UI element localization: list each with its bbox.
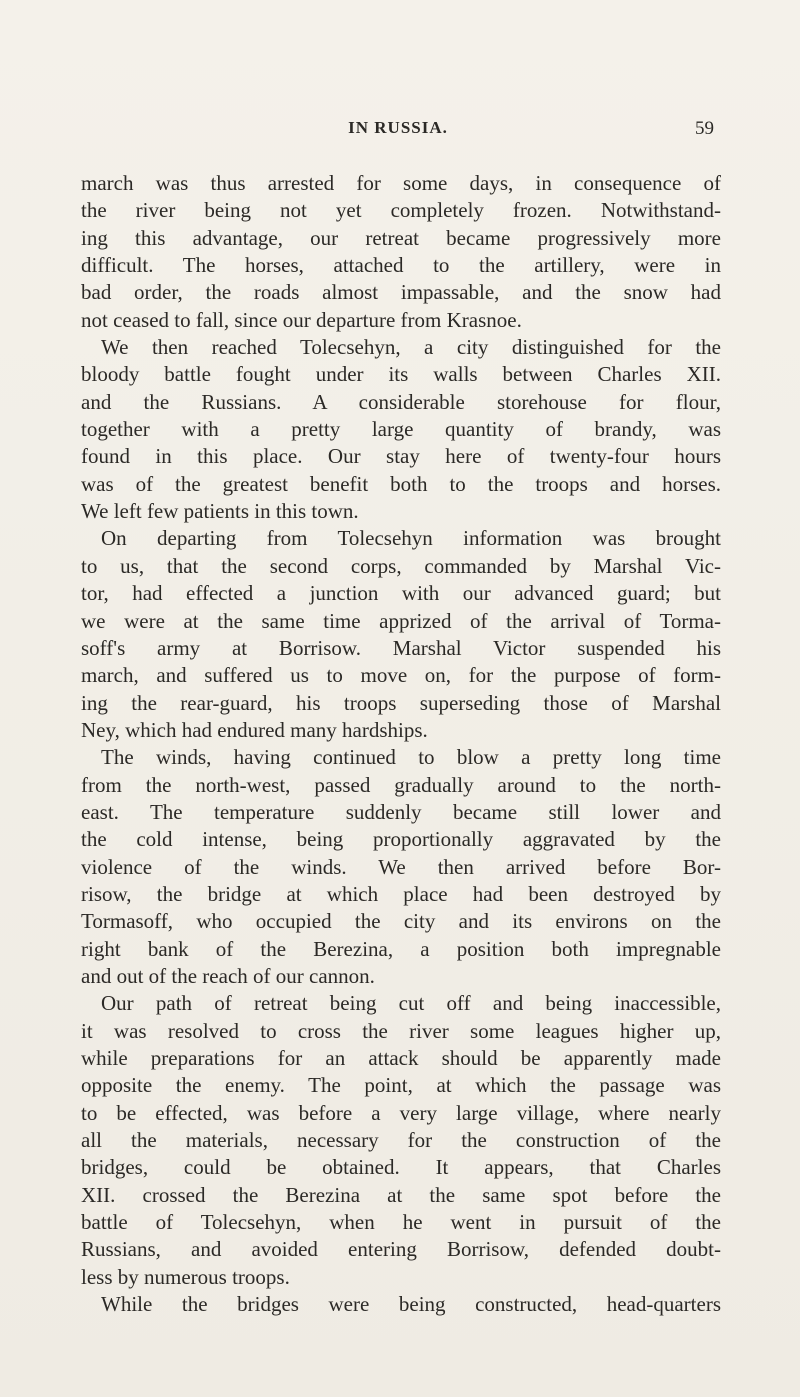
text-line: battle of Tolecsehyn, when he went in pursuit of the [81, 1210, 721, 1235]
body-text [81, 170, 721, 1318]
text-line: not ceased to fall, since our departure from Krasnoe. [81, 307, 522, 332]
text-line: Our path of retreat being cut off and being inaccessible, [101, 991, 721, 1016]
text-line: together with a pretty large quantity of brandy, was [81, 417, 721, 442]
text-line: Russians, and avoided entering Borrisow, defended doubt- [81, 1237, 721, 1262]
text-line: risow, the bridge at which place had been destroyed by [81, 881, 721, 906]
text-line: difficult. The horses, attached to the artillery, were in [81, 253, 721, 278]
text-line: We then reached Tolecsehyn, a city distinguished for the [101, 335, 721, 360]
page-header [82, 118, 714, 148]
page-number: 59 [695, 118, 714, 139]
text-line: While the bridges were being constructed, head-quarters [101, 1292, 721, 1317]
text-line: Tormasoff, who occupied the city and its environs on the [81, 909, 721, 934]
text-line: violence of the winds. We then arrived before Bor- [81, 854, 721, 879]
text-line: less by numerous troops. [81, 1264, 290, 1289]
text-line: all the materials, necessary for the construction of the [81, 1128, 721, 1153]
text-line: The winds, having continued to blow a pretty long time [101, 745, 721, 770]
text-line: the river being not yet completely frozen. Notwithstand- [81, 198, 721, 223]
text-line: the cold intense, being proportionally aggravated by the [81, 827, 721, 852]
text-line: XII. crossed the Berezina at the same spot before the [81, 1182, 721, 1207]
text-line: ing the rear-guard, his troops superseding those of Marshal [81, 690, 721, 715]
text-line: to us, that the second corps, commanded by Marshal Vic- [81, 553, 721, 578]
text-line: bad order, the roads almost impassable, and the snow had [81, 280, 721, 305]
text-line: bloody battle fought under its walls between Charles XII. [81, 362, 721, 387]
text-line: soff's army at Borrisow. Marshal Victor suspended his [81, 635, 721, 660]
text-line: and the Russians. A considerable storehouse for flour, [81, 389, 721, 414]
text-line: found in this place. Our stay here of twenty-four hours [81, 444, 721, 469]
text-line: and out of the reach of our cannon. [81, 963, 375, 988]
text-line: was of the greatest benefit both to the troops and horses. [81, 471, 721, 496]
text-line: opposite the enemy. The point, at which the passage was [81, 1073, 721, 1098]
text-line: east. The temperature suddenly became still lower and [81, 799, 721, 824]
text-line: to be effected, was before a very large village, where nearly [81, 1100, 721, 1125]
text-line: ing this advantage, our retreat became progressively more [81, 225, 721, 250]
text-line: from the north-west, passed gradually around to the north- [81, 772, 721, 797]
text-line: we were at the same time apprized of the arrival of Torma- [81, 608, 721, 633]
text-line: On departing from Tolecsehyn information was brought [101, 526, 721, 551]
text-line: march, and suffered us to move on, for the purpose of form- [81, 663, 721, 688]
text-line: bridges, could be obtained. It appears, that Charles [81, 1155, 721, 1180]
text-line: march was thus arrested for some days, in consequence of [81, 171, 721, 195]
text-line: Ney, which had endured many hardships. [81, 717, 428, 742]
running-head: IN RUSSIA. [348, 118, 448, 137]
text-line: We left few patients in this town. [81, 499, 359, 524]
text-line: right bank of the Berezina, a position both impregnable [81, 936, 721, 961]
text-line: tor, had effected a junction with our advanced guard; but [81, 581, 721, 606]
text-line: it was resolved to cross the river some leagues higher up, [81, 1018, 721, 1043]
text-line: while preparations for an attack should be apparently made [81, 1046, 721, 1070]
